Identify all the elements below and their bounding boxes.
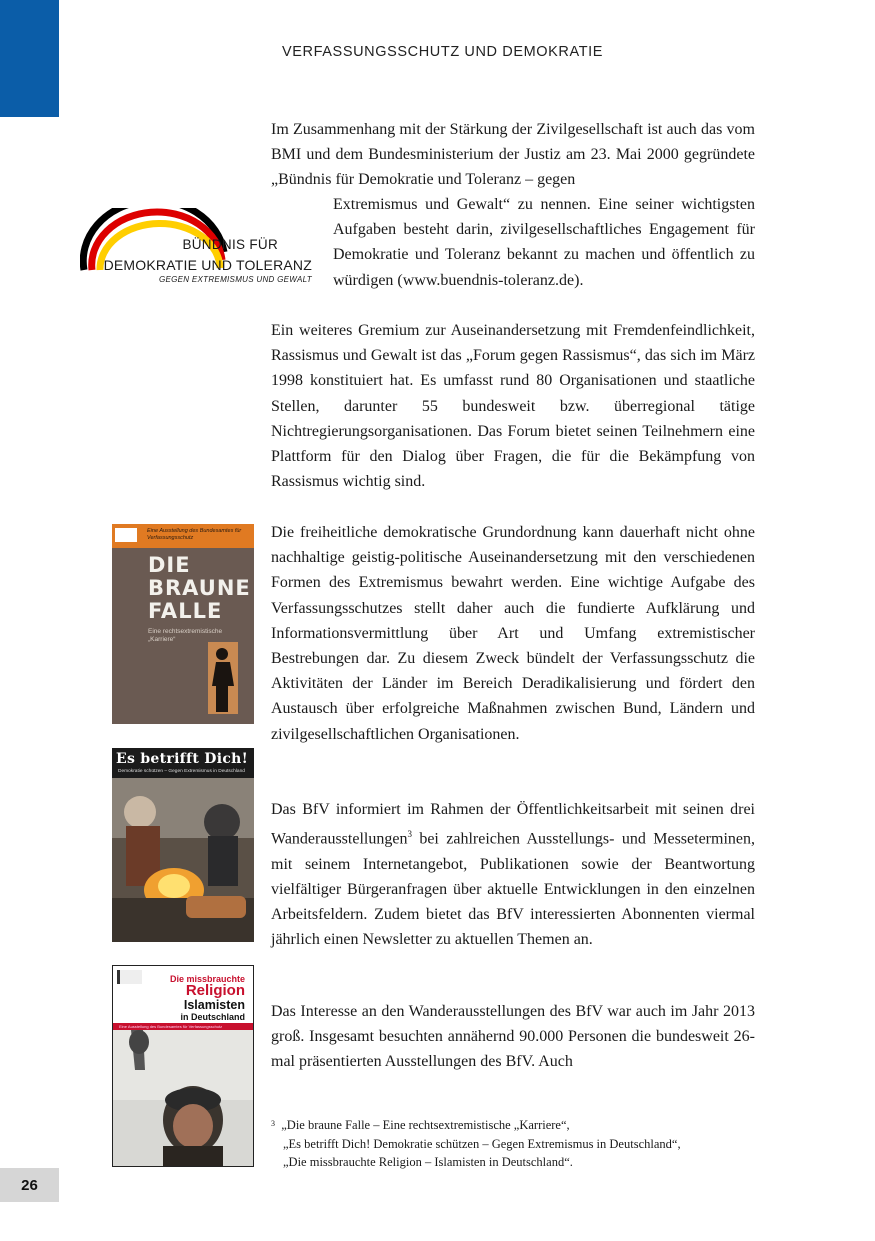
footnote-line-2: „Es betrifft Dich! Demokratie schützen – Gegen Extremismus in Deutschland“, [283, 1136, 681, 1151]
cover3-band-text: Eine Ausstellung des Bundesamtes für Verfassungsschutz [119, 1024, 223, 1029]
cover3-line-4: in Deutschland [180, 1012, 245, 1022]
cover3-line-2: Religion [185, 982, 245, 999]
cover1-title [148, 554, 251, 623]
footnote-ref-3[interactable]: 3 [407, 829, 412, 840]
buendnis-logo [80, 208, 316, 290]
footnote-line-3: „Die missbrauchte Religion – Islamisten in Deutschland“. [283, 1155, 573, 1169]
cover1-title-line-3: FALLE [148, 599, 223, 623]
footnote-text-1: „Die braune Falle – Eine rechtsextremistische „Karriere“, [281, 1118, 570, 1132]
footnote-line-1 [271, 1116, 771, 1135]
paragraph-4 [271, 797, 755, 953]
page-number: 26 [0, 1168, 59, 1202]
footnote-marker: 3 [271, 1119, 275, 1128]
cover-die-braune-falle [112, 524, 254, 724]
cover1-subtitle: Eine rechtsextremistische „Karriere“ [148, 628, 223, 643]
paragraph-1-intro: Im Zusammenhang mit der Stärkung der Zivilgesellschaft ist auch das vom BMI und dem Bundesministerium der Justiz am 23. Mai 2000 gegründete „Bündnis für Demokratie und Toleranz – gegen [271, 121, 755, 189]
paragraph-5: Das Interesse an den Wanderausstellungen des BfV war auch im Jahr 2013 groß. Insgesamt besuchten annähernd 90.000 Personen die bundesweit 26-mal präsentierten Ausstellungen des BfV. Auch [271, 1003, 755, 1071]
federal-eagle-icon [115, 528, 137, 542]
paragraph-3: Die freiheitliche demokratische Grundordnung kann dauerhaft nicht ohne nachhaltige geistig-politische Auseinandersetzung mit den verschiedenen Formen des Extremismus bewahrt werden. Eine wichtige Aufgabe des Verfassungsschutzes stellt daher auch die fundierte Aufklärung und Informationsvermittlung über Art und Umfang extremistischer Bestrebungen dar. Zu diesem Zweck bündelt der Verfassungsschutz die Aktivitäten der Länder im Bereich Deradikalisierung und fördert den Austausch über erfolgreiche Maßnahmen zwischen Bund, Ländern und zivilgesellschaftlichen Organisationen. [271, 524, 755, 743]
federal-eagle-icon [117, 970, 142, 984]
footnote-3 [271, 1116, 771, 1172]
cover2-subtitle: Demokratie schützen – Gegen Extremismus in Deutschland [118, 769, 245, 774]
cover3-line-3: Islamisten [183, 998, 245, 1012]
logo-line-1: BÜNDNIS FÜR [182, 237, 278, 252]
paragraph-1-continued: Extremismus und Gewalt“ zu nennen. Eine seiner wichtigsten Aufgaben besteht darin, zivilgesellschaftliches Engagement für Demokratie und Toleranz bekannt zu machen und öffentlich zu würdigen (www.buendnis-toleranz.de). [333, 196, 755, 289]
paragraph-4-part-b: bei zahlreichen Ausstellungs- und Messeterminen, mit seinem Internetangebot, Publikationen sowie der Beantwortung vielfältiger Bürgeranfragen über aktuelle Entwicklungen in den einzelnen Arbeitsfeldern. Zudem bietet das BfV interessierten Abonnenten viermal jährlich einen Newsletter zu aktuellen Themen an. [271, 830, 755, 949]
cover1-title-line-2: BRAUNE [148, 576, 251, 600]
person-silhouette-icon [208, 642, 238, 714]
logo-line-3: GEGEN EXTREMISMUS UND GEWALT [158, 275, 312, 284]
chapter-color-tab [0, 0, 59, 117]
riot-photo-image [112, 778, 254, 942]
cover3-line-1: Die missbrauchte [169, 974, 245, 984]
running-header: VERFASSUNGSSCHUTZ UND DEMOKRATIE [282, 44, 604, 60]
cover-missbrauchte-religion [112, 965, 254, 1167]
paragraph-2: Ein weiteres Gremium zur Auseinandersetzung mit Fremdenfeindlichkeit, Rassismus und Gewalt ist das „Forum gegen Rassismus“, das sich im März 1998 konstituiert hat. Es umfasst rund 80 Organisationen und staatliche Stellen, darunter 55 bundesweit bzw. überregional tätige Nichtregierungsorganisationen. Das Forum bietet seinen Teilnehmern eine Plattform für den Dialog über Fragen, die für die Bekämpfung von Rassismus wichtig sind. [271, 322, 755, 491]
cover-es-betrifft-dich [112, 748, 254, 942]
cover1-title-line-1: DIE [148, 553, 191, 577]
paragraph-4-part-a: Das BfV informiert im Rahmen der Öffentlichkeitsarbeit mit seinen drei Wanderausstellungen [271, 801, 755, 848]
cover1-band-text: Eine Ausstellung des Bundesamtes für Verfassungsschutz [147, 528, 242, 541]
cover2-title: Es betrifft Dich! [116, 751, 249, 767]
logo-line-2: DEMOKRATIE UND TOLERANZ [103, 257, 312, 273]
protest-photo-image [113, 1030, 253, 1166]
